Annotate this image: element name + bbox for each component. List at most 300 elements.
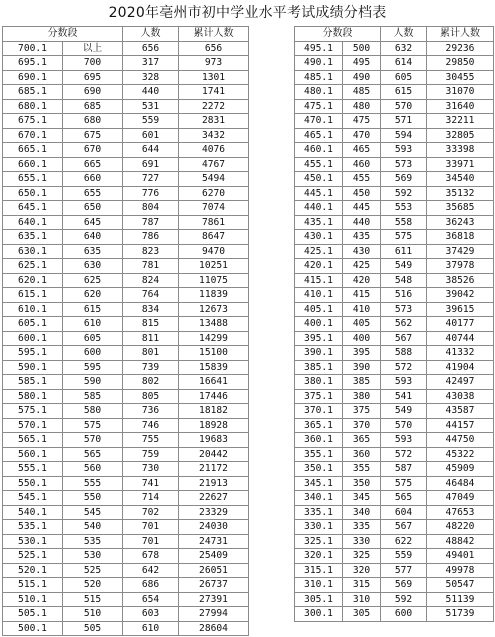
- count-cell: 567: [381, 520, 427, 535]
- score-upper-cell: 425: [343, 259, 381, 274]
- score-lower-cell: 355.1: [295, 447, 343, 462]
- table-row: [295, 563, 494, 578]
- score-upper-cell: 525: [63, 563, 123, 578]
- table-row: [3, 259, 249, 274]
- score-upper-cell: 365: [343, 433, 381, 448]
- cumulative-cell: 51139: [427, 592, 494, 607]
- cumulative-cell: 26737: [179, 578, 249, 593]
- table-row: [3, 128, 249, 143]
- table-row: [295, 317, 494, 332]
- header-cumulative: 累计人数: [427, 27, 494, 42]
- score-upper-cell: 660: [63, 172, 123, 187]
- count-cell: 786: [123, 230, 179, 245]
- score-upper-cell: 605: [63, 331, 123, 346]
- score-upper-cell: 610: [63, 317, 123, 332]
- score-upper-cell: 665: [63, 157, 123, 172]
- score-lower-cell: 460.1: [295, 143, 343, 158]
- table-row: [3, 215, 249, 230]
- cumulative-cell: 15100: [179, 346, 249, 361]
- count-cell: 575: [381, 230, 427, 245]
- score-upper-cell: 410: [343, 302, 381, 317]
- score-lower-cell: 480.1: [295, 85, 343, 100]
- cumulative-cell: 15839: [179, 360, 249, 375]
- table-row: [295, 70, 494, 85]
- score-lower-cell: 635.1: [3, 230, 63, 245]
- cumulative-cell: 38526: [427, 273, 494, 288]
- table-row: [3, 418, 249, 433]
- table-row: [295, 259, 494, 274]
- score-lower-cell: 620.1: [3, 273, 63, 288]
- cumulative-cell: 36243: [427, 215, 494, 230]
- table-row: [3, 317, 249, 332]
- count-cell: 632: [381, 41, 427, 56]
- score-lower-cell: 695.1: [3, 56, 63, 71]
- score-lower-cell: 505.1: [3, 607, 63, 622]
- table-row: [295, 302, 494, 317]
- count-cell: 558: [381, 215, 427, 230]
- score-lower-cell: 600.1: [3, 331, 63, 346]
- table-row: [3, 331, 249, 346]
- score-lower-cell: 665.1: [3, 143, 63, 158]
- table-row: [295, 520, 494, 535]
- cumulative-cell: 39615: [427, 302, 494, 317]
- score-upper-cell: 645: [63, 215, 123, 230]
- score-lower-cell: 555.1: [3, 462, 63, 477]
- table-row: [295, 143, 494, 158]
- table-row: [295, 404, 494, 419]
- cumulative-cell: 22627: [179, 491, 249, 506]
- score-upper-cell: 595: [63, 360, 123, 375]
- count-cell: 678: [123, 549, 179, 564]
- score-lower-cell: 605.1: [3, 317, 63, 332]
- score-lower-cell: 675.1: [3, 114, 63, 129]
- table-row: [3, 288, 249, 303]
- count-cell: 570: [381, 99, 427, 114]
- table-row: [295, 607, 494, 622]
- score-lower-cell: 690.1: [3, 70, 63, 85]
- cumulative-cell: 3432: [179, 128, 249, 143]
- table-row: [3, 476, 249, 491]
- count-cell: 559: [123, 114, 179, 129]
- header-row: [3, 27, 249, 42]
- score-lower-cell: 450.1: [295, 172, 343, 187]
- cumulative-cell: 656: [179, 41, 249, 56]
- header-count: 人数: [381, 27, 427, 42]
- cumulative-cell: 48220: [427, 520, 494, 535]
- count-cell: 573: [381, 302, 427, 317]
- table-row: [295, 172, 494, 187]
- score-lower-cell: 585.1: [3, 375, 63, 390]
- cumulative-cell: 25409: [179, 549, 249, 564]
- score-lower-cell: 485.1: [295, 70, 343, 85]
- score-lower-cell: 650.1: [3, 186, 63, 201]
- score-lower-cell: 640.1: [3, 215, 63, 230]
- count-cell: 594: [381, 128, 427, 143]
- cumulative-cell: 50547: [427, 578, 494, 593]
- cumulative-cell: 11839: [179, 288, 249, 303]
- count-cell: 730: [123, 462, 179, 477]
- cumulative-cell: 10251: [179, 259, 249, 274]
- count-cell: 572: [381, 360, 427, 375]
- count-cell: 569: [381, 578, 427, 593]
- table-row: [295, 114, 494, 129]
- score-lower-cell: 570.1: [3, 418, 63, 433]
- score-upper-cell: 675: [63, 128, 123, 143]
- count-cell: 571: [381, 114, 427, 129]
- score-lower-cell: 660.1: [3, 157, 63, 172]
- cumulative-cell: 6270: [179, 186, 249, 201]
- count-cell: 592: [381, 592, 427, 607]
- cumulative-cell: 21913: [179, 476, 249, 491]
- cumulative-cell: 2272: [179, 99, 249, 114]
- score-upper-cell: 以上: [63, 41, 123, 56]
- score-lower-cell: 410.1: [295, 288, 343, 303]
- cumulative-cell: 49401: [427, 549, 494, 564]
- count-cell: 781: [123, 259, 179, 274]
- score-upper-cell: 400: [343, 331, 381, 346]
- score-lower-cell: 475.1: [295, 99, 343, 114]
- table-row: [3, 302, 249, 317]
- count-cell: 701: [123, 520, 179, 535]
- table-row: [3, 244, 249, 259]
- score-upper-cell: 685: [63, 99, 123, 114]
- table-row: [295, 534, 494, 549]
- score-lower-cell: 435.1: [295, 215, 343, 230]
- cumulative-cell: 14299: [179, 331, 249, 346]
- score-upper-cell: 485: [343, 85, 381, 100]
- count-cell: 605: [381, 70, 427, 85]
- score-lower-cell: 550.1: [3, 476, 63, 491]
- count-cell: 801: [123, 346, 179, 361]
- cumulative-cell: 13488: [179, 317, 249, 332]
- cumulative-cell: 20442: [179, 447, 249, 462]
- score-upper-cell: 385: [343, 375, 381, 390]
- score-upper-cell: 600: [63, 346, 123, 361]
- cumulative-cell: 39042: [427, 288, 494, 303]
- count-cell: 328: [123, 70, 179, 85]
- score-lower-cell: 510.1: [3, 592, 63, 607]
- score-upper-cell: 445: [343, 201, 381, 216]
- score-upper-cell: 670: [63, 143, 123, 158]
- score-upper-cell: 540: [63, 520, 123, 535]
- score-lower-cell: 455.1: [295, 157, 343, 172]
- score-lower-cell: 385.1: [295, 360, 343, 375]
- score-lower-cell: 370.1: [295, 404, 343, 419]
- cumulative-cell: 44157: [427, 418, 494, 433]
- cumulative-cell: 21172: [179, 462, 249, 477]
- count-cell: 787: [123, 215, 179, 230]
- score-lower-cell: 305.1: [295, 592, 343, 607]
- count-cell: 575: [381, 476, 427, 491]
- score-upper-cell: 450: [343, 186, 381, 201]
- score-lower-cell: 560.1: [3, 447, 63, 462]
- table-row: [3, 157, 249, 172]
- table-row: [3, 447, 249, 462]
- score-lower-cell: 365.1: [295, 418, 343, 433]
- cumulative-cell: 43038: [427, 389, 494, 404]
- table-row: [3, 621, 249, 636]
- table-row: [3, 534, 249, 549]
- table-row: [295, 56, 494, 71]
- table-row: [3, 56, 249, 71]
- count-cell: 567: [381, 331, 427, 346]
- count-cell: 562: [381, 317, 427, 332]
- cumulative-cell: 17446: [179, 389, 249, 404]
- count-cell: 727: [123, 172, 179, 187]
- score-lower-cell: 610.1: [3, 302, 63, 317]
- table-row: [295, 592, 494, 607]
- count-cell: 691: [123, 157, 179, 172]
- cumulative-cell: 34540: [427, 172, 494, 187]
- cumulative-cell: 16641: [179, 375, 249, 390]
- table-row: [295, 201, 494, 216]
- score-lower-cell: 625.1: [3, 259, 63, 274]
- score-lower-cell: 380.1: [295, 375, 343, 390]
- cumulative-cell: 4076: [179, 143, 249, 158]
- score-upper-cell: 635: [63, 244, 123, 259]
- score-lower-cell: 415.1: [295, 273, 343, 288]
- table-row: [295, 215, 494, 230]
- score-lower-cell: 680.1: [3, 99, 63, 114]
- count-cell: 834: [123, 302, 179, 317]
- count-cell: 603: [123, 607, 179, 622]
- count-cell: 572: [381, 447, 427, 462]
- score-upper-cell: 590: [63, 375, 123, 390]
- cumulative-cell: 9470: [179, 244, 249, 259]
- cumulative-cell: 51739: [427, 607, 494, 622]
- count-cell: 549: [381, 404, 427, 419]
- score-lower-cell: 445.1: [295, 186, 343, 201]
- cumulative-cell: 5494: [179, 172, 249, 187]
- count-cell: 714: [123, 491, 179, 506]
- score-upper-cell: 345: [343, 491, 381, 506]
- cumulative-cell: 26051: [179, 563, 249, 578]
- score-lower-cell: 520.1: [3, 563, 63, 578]
- table-row: [3, 360, 249, 375]
- cumulative-cell: 8647: [179, 230, 249, 245]
- score-lower-cell: 310.1: [295, 578, 343, 593]
- score-lower-cell: 580.1: [3, 389, 63, 404]
- cumulative-cell: 31640: [427, 99, 494, 114]
- score-lower-cell: 575.1: [3, 404, 63, 419]
- score-upper-cell: 560: [63, 462, 123, 477]
- cumulative-cell: 45322: [427, 447, 494, 462]
- table-row: [295, 476, 494, 491]
- count-cell: 736: [123, 404, 179, 419]
- cumulative-cell: 7861: [179, 215, 249, 230]
- count-cell: 531: [123, 99, 179, 114]
- cumulative-cell: 33398: [427, 143, 494, 158]
- score-lower-cell: 350.1: [295, 462, 343, 477]
- score-lower-cell: 395.1: [295, 331, 343, 346]
- table-row: [295, 447, 494, 462]
- count-cell: 593: [381, 375, 427, 390]
- count-cell: 611: [381, 244, 427, 259]
- header-range: 分数段: [295, 27, 381, 42]
- table-row: [3, 273, 249, 288]
- score-upper-cell: 640: [63, 230, 123, 245]
- table-row: [3, 520, 249, 535]
- count-cell: 805: [123, 389, 179, 404]
- cumulative-cell: 24731: [179, 534, 249, 549]
- table-row: [295, 389, 494, 404]
- score-upper-cell: 460: [343, 157, 381, 172]
- score-upper-cell: 435: [343, 230, 381, 245]
- cumulative-cell: 7074: [179, 201, 249, 216]
- table-row: [3, 201, 249, 216]
- score-lower-cell: 495.1: [295, 41, 343, 56]
- count-cell: 622: [381, 534, 427, 549]
- score-upper-cell: 695: [63, 70, 123, 85]
- table-row: [3, 346, 249, 361]
- count-cell: 755: [123, 433, 179, 448]
- score-lower-cell: 405.1: [295, 302, 343, 317]
- count-cell: 759: [123, 447, 179, 462]
- count-cell: 702: [123, 505, 179, 520]
- score-upper-cell: 510: [63, 607, 123, 622]
- table-row: [295, 491, 494, 506]
- table-row: [295, 273, 494, 288]
- score-lower-cell: 440.1: [295, 201, 343, 216]
- cumulative-cell: 40744: [427, 331, 494, 346]
- table-row: [295, 462, 494, 477]
- count-cell: 592: [381, 186, 427, 201]
- table-row: [3, 404, 249, 419]
- table-row: [295, 360, 494, 375]
- table-row: [295, 505, 494, 520]
- score-upper-cell: 680: [63, 114, 123, 129]
- count-cell: 593: [381, 143, 427, 158]
- score-upper-cell: 615: [63, 302, 123, 317]
- score-upper-cell: 575: [63, 418, 123, 433]
- count-cell: 610: [123, 621, 179, 636]
- score-lower-cell: 615.1: [3, 288, 63, 303]
- table-row: [3, 114, 249, 129]
- count-cell: 815: [123, 317, 179, 332]
- count-cell: 802: [123, 375, 179, 390]
- score-lower-cell: 375.1: [295, 389, 343, 404]
- cumulative-cell: 31070: [427, 85, 494, 100]
- score-lower-cell: 545.1: [3, 491, 63, 506]
- cumulative-cell: 35132: [427, 186, 494, 201]
- count-cell: 644: [123, 143, 179, 158]
- score-lower-cell: 340.1: [295, 491, 343, 506]
- score-lower-cell: 320.1: [295, 549, 343, 564]
- count-cell: 548: [381, 273, 427, 288]
- score-lower-cell: 400.1: [295, 317, 343, 332]
- count-cell: 577: [381, 563, 427, 578]
- score-upper-cell: 475: [343, 114, 381, 129]
- cumulative-cell: 44750: [427, 433, 494, 448]
- count-cell: 601: [123, 128, 179, 143]
- count-cell: 573: [381, 157, 427, 172]
- score-lower-cell: 565.1: [3, 433, 63, 448]
- header-cumulative: 累计人数: [179, 27, 249, 42]
- score-upper-cell: 415: [343, 288, 381, 303]
- table-row: [3, 549, 249, 564]
- score-upper-cell: 305: [343, 607, 381, 622]
- score-lower-cell: 500.1: [3, 621, 63, 636]
- score-upper-cell: 420: [343, 273, 381, 288]
- table-row: [3, 563, 249, 578]
- score-upper-cell: 395: [343, 346, 381, 361]
- score-upper-cell: 315: [343, 578, 381, 593]
- score-lower-cell: 490.1: [295, 56, 343, 71]
- count-cell: 614: [381, 56, 427, 71]
- table-row: [3, 186, 249, 201]
- table-row: [3, 172, 249, 187]
- cumulative-cell: 18182: [179, 404, 249, 419]
- score-upper-cell: 405: [343, 317, 381, 332]
- score-upper-cell: 330: [343, 534, 381, 549]
- count-cell: 656: [123, 41, 179, 56]
- table-row: [3, 578, 249, 593]
- score-upper-cell: 700: [63, 56, 123, 71]
- score-upper-cell: 440: [343, 215, 381, 230]
- score-upper-cell: 620: [63, 288, 123, 303]
- cumulative-cell: 23329: [179, 505, 249, 520]
- cumulative-cell: 36818: [427, 230, 494, 245]
- score-lower-cell: 465.1: [295, 128, 343, 143]
- count-cell: 516: [381, 288, 427, 303]
- cumulative-cell: 41904: [427, 360, 494, 375]
- count-cell: 559: [381, 549, 427, 564]
- score-lower-cell: 315.1: [295, 563, 343, 578]
- cumulative-cell: 29236: [427, 41, 494, 56]
- score-table-left: [2, 26, 249, 636]
- cumulative-cell: 43587: [427, 404, 494, 419]
- score-lower-cell: 590.1: [3, 360, 63, 375]
- score-lower-cell: 670.1: [3, 128, 63, 143]
- score-upper-cell: 390: [343, 360, 381, 375]
- count-cell: 811: [123, 331, 179, 346]
- score-upper-cell: 320: [343, 563, 381, 578]
- score-upper-cell: 580: [63, 404, 123, 419]
- cumulative-cell: 37978: [427, 259, 494, 274]
- score-upper-cell: 490: [343, 70, 381, 85]
- score-lower-cell: 470.1: [295, 114, 343, 129]
- table-row: [295, 331, 494, 346]
- score-upper-cell: 335: [343, 520, 381, 535]
- cumulative-cell: 28604: [179, 621, 249, 636]
- score-upper-cell: 495: [343, 56, 381, 71]
- score-upper-cell: 690: [63, 85, 123, 100]
- count-cell: 593: [381, 433, 427, 448]
- count-cell: 600: [381, 607, 427, 622]
- score-upper-cell: 655: [63, 186, 123, 201]
- score-lower-cell: 525.1: [3, 549, 63, 564]
- cumulative-cell: 18928: [179, 418, 249, 433]
- cumulative-cell: 49978: [427, 563, 494, 578]
- table-row: [295, 578, 494, 593]
- score-lower-cell: 425.1: [295, 244, 343, 259]
- count-cell: 654: [123, 592, 179, 607]
- cumulative-cell: 48842: [427, 534, 494, 549]
- count-cell: 317: [123, 56, 179, 71]
- score-upper-cell: 505: [63, 621, 123, 636]
- table-row: [295, 157, 494, 172]
- cumulative-cell: 47653: [427, 505, 494, 520]
- count-cell: 569: [381, 172, 427, 187]
- table-row: [295, 433, 494, 448]
- score-lower-cell: 630.1: [3, 244, 63, 259]
- count-cell: 741: [123, 476, 179, 491]
- count-cell: 570: [381, 418, 427, 433]
- score-upper-cell: 530: [63, 549, 123, 564]
- table-row: [295, 375, 494, 390]
- score-upper-cell: 355: [343, 462, 381, 477]
- cumulative-cell: 32805: [427, 128, 494, 143]
